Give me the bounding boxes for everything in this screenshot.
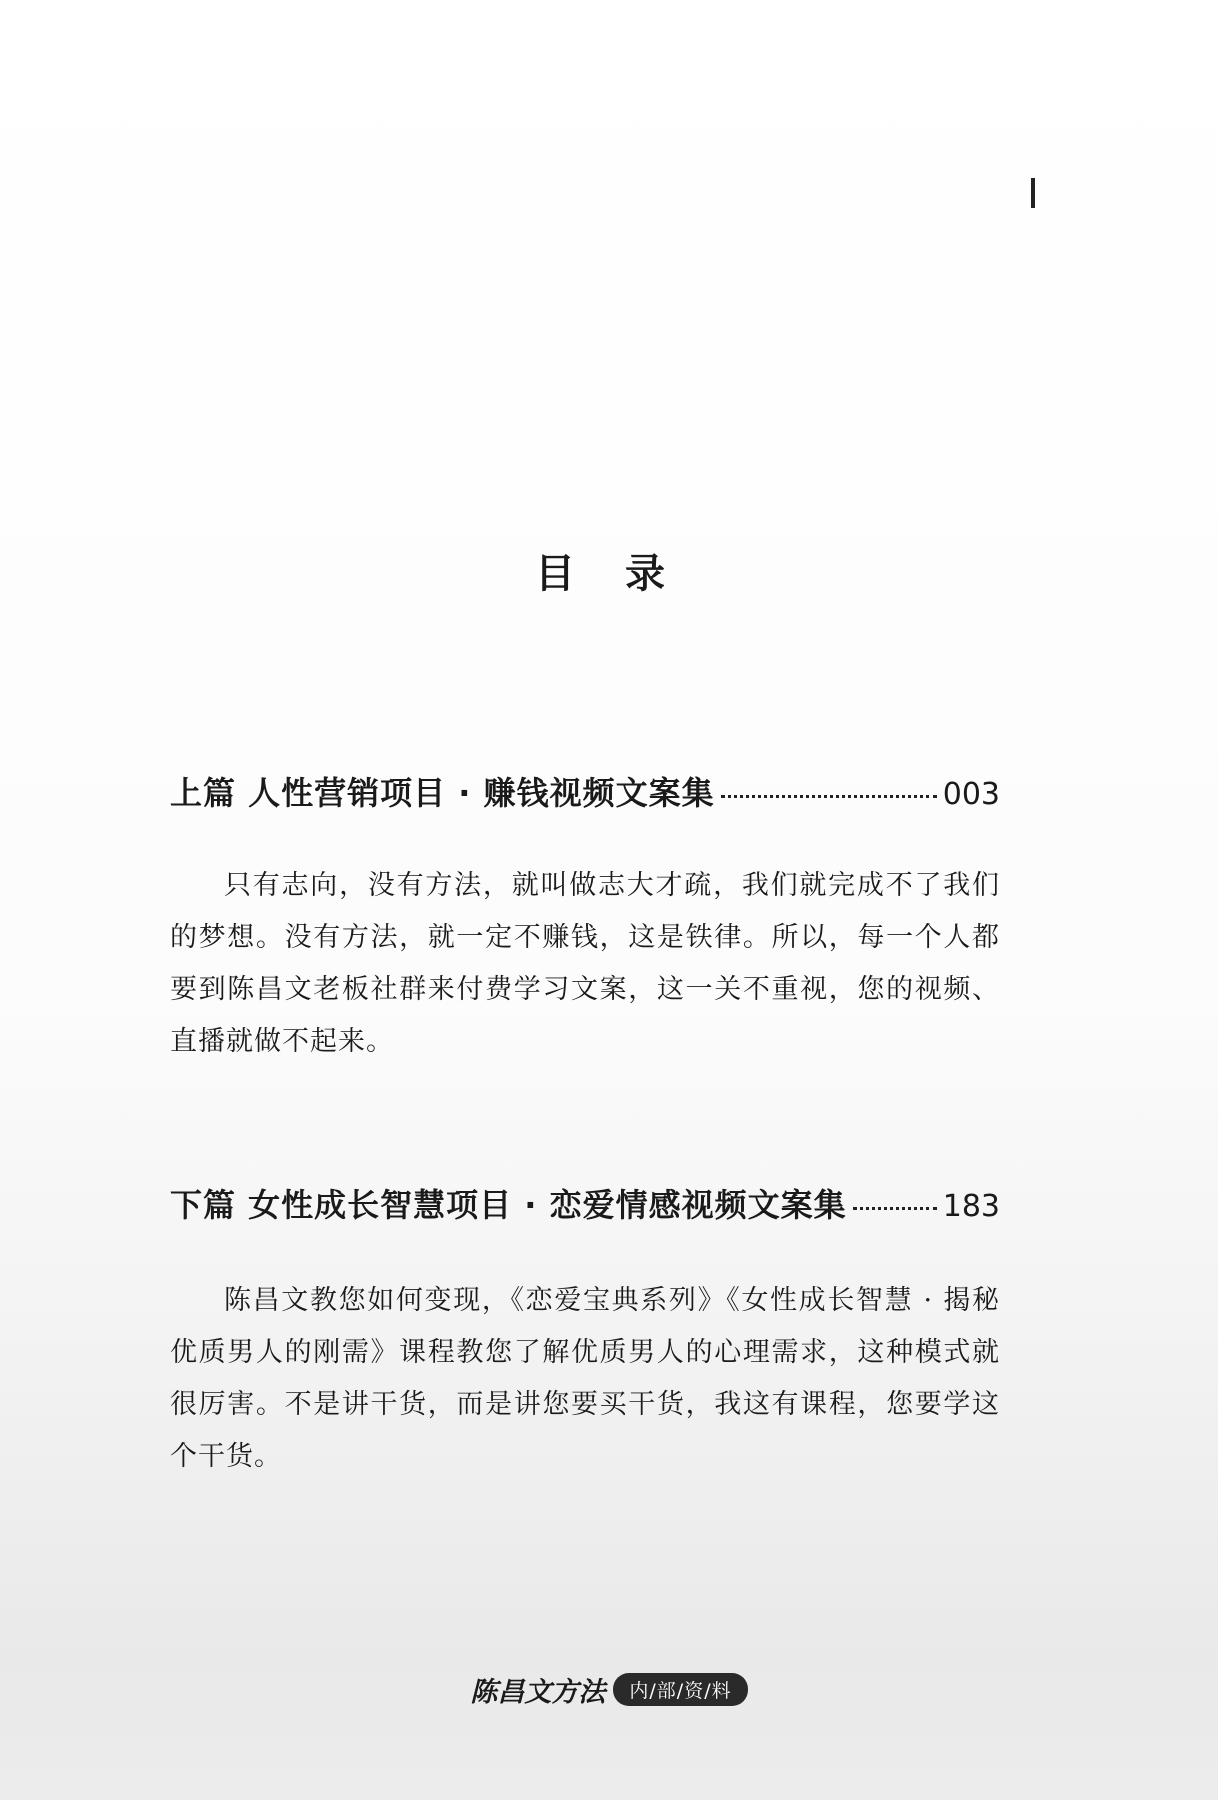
toc-entry-label: 下篇 女性成长智慧项目 · 恋爱情感视频文案集	[170, 1186, 847, 1224]
toc-entry-summary: 陈昌文教您如何变现，《恋爱宝典系列》《女性成长智慧 · 揭秘优质男人的刚需》课程教您了解优质男人的心理需求，这种模式就很厉害。不是讲干货，而是讲您要买干货，我这有课程，您要学这个干货。	[170, 1285, 1000, 1472]
toc-title: 目 录	[535, 551, 683, 597]
footer-brand: 陈昌文方法	[470, 1677, 606, 1708]
dot-leader	[853, 1207, 937, 1210]
footer-tag-badge: 内/部/资/料	[613, 1673, 747, 1706]
toc-entry-label: 上篇 人性营销项目 · 赚钱视频文案集	[170, 774, 715, 812]
toc-entry-page: 003	[942, 777, 1000, 812]
toc-entry-part2	[170, 1180, 1000, 1226]
page-footer	[0, 1670, 1218, 1709]
toc-entry-part1	[170, 768, 1000, 814]
toc-entry-page: 183	[942, 1189, 1000, 1224]
dot-leader	[721, 795, 937, 798]
page-edge-mark	[1031, 178, 1035, 208]
toc-entry-summary: 只有志向，没有方法，就叫做志大才疏，我们就完成不了我们的梦想。没有方法，就一定不赚钱，这是铁律。所以，每一个人都要到陈昌文老板社群来付费学习文案，这一关不重视，您的视频、直播就做不起来。	[170, 870, 1000, 1057]
